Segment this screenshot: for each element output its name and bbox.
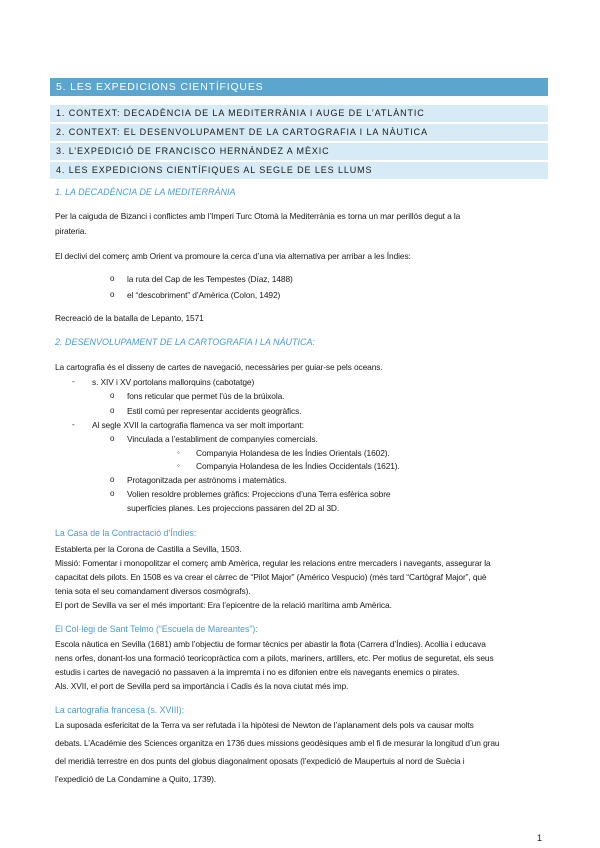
bullet-o: o <box>110 274 115 283</box>
page-title: 5. LES EXPEDICIONS CIENTÍFIQUES <box>50 78 548 96</box>
bullet-o: o <box>110 434 115 443</box>
s2-sub-item: Vinculada a l’establiment de companyies comercials. <box>127 434 318 444</box>
bullet-o: o <box>110 489 115 498</box>
telmo-line-1: Escola nàutica en Sevilla (1681) amb l’objectiu de formar tècnics per abastir la flota (Carrera d’Índies). Acollia i educava <box>55 639 486 649</box>
bullet-circle: ◦ <box>177 461 180 470</box>
bullet-o: o <box>110 391 115 400</box>
s2-sub-item-continued: superfícies planes. Les projeccions passaren del 2D al 3D. <box>127 503 340 513</box>
s1-list-item-1: la ruta del Cap de les Tempestes (Díaz, 1488) <box>127 274 293 284</box>
toc-item-2[interactable]: 2. CONTEXT: EL DESENVOLUPAMENT DE LA CARTOGRAFIA I LA NÀUTICA <box>50 124 548 141</box>
francesa-line-4: l’expedició de La Condamine a Quito, 1739). <box>55 774 216 784</box>
section-2-heading: 2. DESENVOLUPAMENT DE LA CARTOGRAFIA I LA NÀUTICA: <box>55 337 316 347</box>
casa-line-1: Establerta per la Corona de Castilla a Sevilla, 1503. <box>55 544 242 554</box>
bullet-dash: - <box>72 420 75 429</box>
s1-paragraph-3: Recreació de la batalla de Lepanto, 1571 <box>55 313 204 323</box>
casa-heading: La Casa de la Contractació d’Índies: <box>55 528 197 538</box>
francesa-line-2: debats. L’Académie des Sciences organitza en 1736 dues missions geodèsiques amb el fi de mesurar la longitud d’un grau <box>55 738 500 748</box>
francesa-line-1: La suposada esfericitat de la Terra va ser refutada i la hipòtesi de Newton de l’aplanament dels pols va causar molts <box>55 720 474 730</box>
s1-list-item-2: el “descobriment” d’Amèrica (Colon, 1492) <box>127 290 281 300</box>
telmo-line-4: Als. XVII, el port de Sevilla perd sa importància i Cadis és la nova ciutat més imp. <box>55 681 349 691</box>
francesa-heading: La cartografia francesa (s. XVIII): <box>55 705 185 715</box>
casa-line-4: tenia sota el seu comandament diversos cosmògrafs). <box>55 586 251 596</box>
s2-dash-item-1: s. XIV i XV portolans mallorquins (cabotatge) <box>92 377 255 387</box>
s2-sub-item: fons reticular que permet l’ús de la brúixola. <box>127 391 285 401</box>
casa-line-2: Missió: Fomentar i monopolitzar el comerç amb Amèrica, regular les relacions entre mercaders i navegants, assegurar la <box>55 558 491 568</box>
toc-item-1[interactable]: 1. CONTEXT: DECADÈNCIA DE LA MEDITERRÀNIA I AUGE DE L’ATLÀNTIC <box>50 105 548 122</box>
bullet-dash: - <box>72 377 75 386</box>
s2-sub-sub-item: Companyia Holandesa de les Índies Orientals (1602). <box>196 448 390 458</box>
bullet-o: o <box>110 475 115 484</box>
s1-paragraph-2: El declivi del comerç amb Orient va promoure la cerca d’una via alternativa per arribar a les Índies: <box>55 251 411 261</box>
bullet-o: o <box>110 290 115 299</box>
s2-sub-sub-item: Companyia Holandesa de les Índies Occidentals (1621). <box>196 461 400 471</box>
bullet-o: o <box>110 406 115 415</box>
telmo-line-3: estudis i cartes de navegació no passaven a la impremta i no es difonien entre els navegants enemics o pirates. <box>55 667 460 677</box>
francesa-line-3: del meridià terrestre en dos punts del globus diagonalment oposats (l’expedició de Maupertuis al nord de Suècia i <box>55 756 465 766</box>
casa-line-5: El port de Sevilla va ser el més important: Era l’epicentre de la relació marítima amb Amèrica. <box>55 600 392 610</box>
s1-paragraph-1-line-2: pirateria. <box>55 226 87 236</box>
toc-item-3[interactable]: 3. L’EXPEDICIÓ DE FRANCISCO HERNÁNDEZ A MÈXIC <box>50 143 548 160</box>
s2-dash-item-2: Al segle XVII la cartografia flamenca va ser molt important: <box>92 420 304 430</box>
page-number: 1 <box>537 833 543 843</box>
casa-line-3: capacitat dels pilots. En 1508 es va crear el càrrec de “Pilot Major” (Américo Vespucio) (més tard “Cartògraf Major”, què <box>55 572 487 582</box>
telmo-line-2: nens orfes, donant-los una formació teoricopràctica com a pilots, mariners, artillers, etc. Per motius de seguretat, els seus <box>55 653 494 663</box>
s2-intro: La cartografia és el disseny de cartes de navegació, necessàries per guiar-se pels oceans. <box>55 362 383 372</box>
bullet-circle: ◦ <box>177 448 180 457</box>
s2-sub-item: Protagonitzada per astrònoms i matemàtics. <box>127 475 287 485</box>
s1-paragraph-1-line-1: Per la caiguda de Bizanci i conflictes amb l’Imperi Turc Otomà la Mediterrània es torna un mar perillós degut a la <box>55 211 461 221</box>
section-1-heading: 1. LA DECADÈNCIA DE LA MEDITERRÀNIA <box>55 187 236 197</box>
s2-sub-item: Estil comú per representar accidents geogràfics. <box>127 406 302 416</box>
telmo-heading: El Col·legi de Sant Telmo (“Escuela de Mareantes”): <box>55 624 258 634</box>
toc-item-4[interactable]: 4. LES EXPEDICIONS CIENTÍFIQUES AL SEGLE DE LES LLUMS <box>50 162 548 179</box>
s2-sub-item: Volien resoldre problemes gràfics: Projeccions d’una Terra esfèrica sobre <box>127 489 391 499</box>
